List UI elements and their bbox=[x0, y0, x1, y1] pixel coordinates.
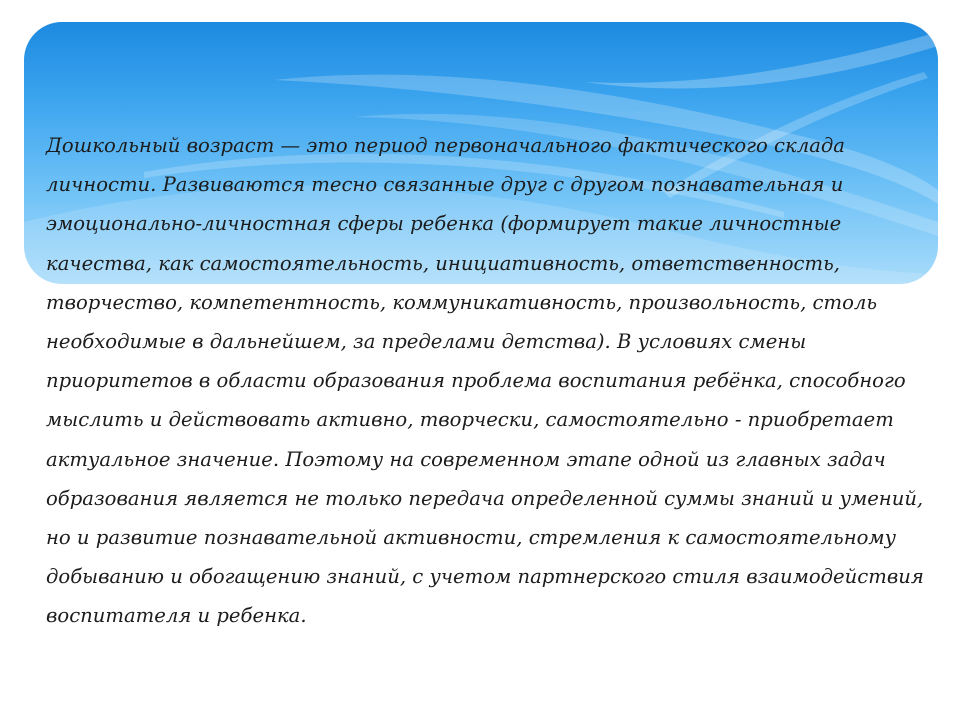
body-text: Дошкольный возраст — это период первоначального фактического склада личности. Развиваются тесно связанные друг с другом познавательная и эмоционально-личностная сферы ребенка (формирует такие личностные качества, как самостоятельность, инициативность, ответственность, творчество, компетентность, коммуникативность, произвольность, столь необходимые в дальнейшем, за пределами детства). В условиях смены приоритетов в области образования проблема воспитания ребёнка, способного мыслить и действовать активно, творчески, самостоятельно - приобретает актуальное значение. Поэтому на современном этапе одной из главных задач образования является не только передача определенной суммы знаний и умений, но и развитие познавательной активности, стремления к самостоятельному добыванию и обогащению знаний, с учетом партнерского стиля взаимодействия воспитателя и ребенка. bbox=[46, 134, 924, 628]
